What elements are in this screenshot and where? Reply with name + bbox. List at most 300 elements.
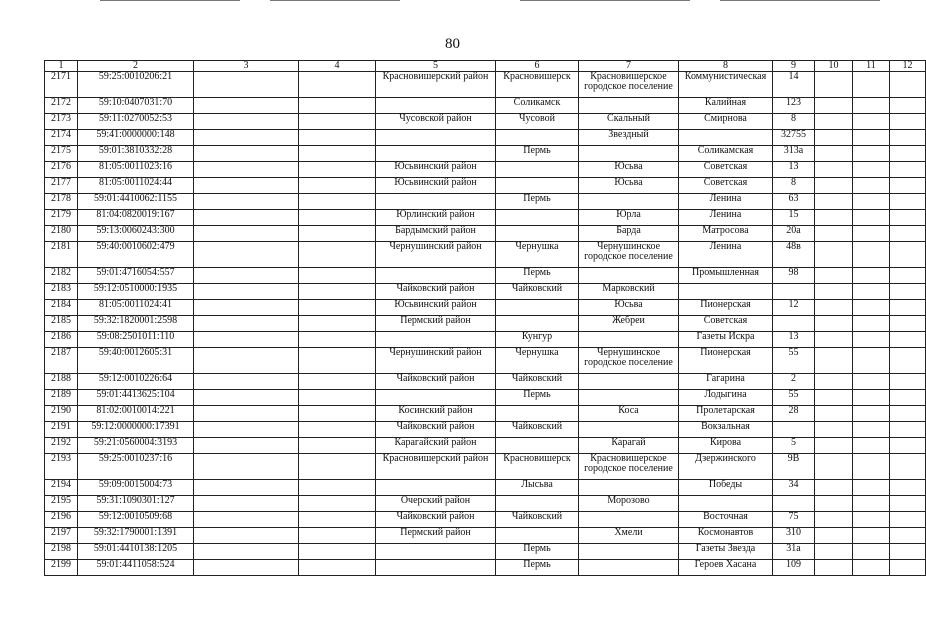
table-cell-col-12 [890,178,926,194]
table-cell-col-7: Коса [579,406,679,422]
table-cell-col-3 [194,210,299,226]
table-cell-col-10 [815,300,853,316]
table-row [45,512,926,528]
table-row [45,162,926,178]
table-cell-col-8: Пионерская [679,348,773,374]
table-cell-col-1: 2189 [45,390,78,406]
table-cell-col-11 [853,406,890,422]
table-cell-col-9: 310 [773,528,815,544]
table-cell-col-9: 2 [773,374,815,390]
table-cell-col-9: 48в [773,242,815,268]
table-cell-col-12 [890,348,926,374]
table-cell-col-1: 2183 [45,284,78,300]
table-cell-col-10 [815,146,853,162]
table-cell-col-9: 15 [773,210,815,226]
table-cell-col-2: 59:12:0000000:17391 [78,422,194,438]
table-cell-col-8: Смирнова [679,114,773,130]
table-cell-col-11 [853,480,890,496]
table-cell-col-4 [299,316,376,332]
table-cell-col-2: 59:12:0510000:1935 [78,284,194,300]
table-cell-col-1: 2185 [45,316,78,332]
table-row [45,226,926,242]
table-cell-col-6 [496,178,579,194]
table-cell-col-5: Чайковский район [376,422,496,438]
table-cell-col-3 [194,480,299,496]
table-cell-col-11 [853,316,890,332]
table-cell-col-2: 59:40:0010602:479 [78,242,194,268]
table-cell-col-7 [579,480,679,496]
table-cell-col-4 [299,422,376,438]
table-cell-col-11 [853,332,890,348]
scan-edge-line [720,0,880,1]
table-cell-col-8: Восточная [679,512,773,528]
table-cell-col-12 [890,544,926,560]
table-cell-col-11 [853,528,890,544]
table-cell-col-7: Хмели [579,528,679,544]
table-cell-col-11 [853,390,890,406]
table-cell-col-12 [890,146,926,162]
table-cell-col-6: Соликамск [496,98,579,114]
column-header-5: 5 [376,61,496,72]
table-cell-col-1: 2194 [45,480,78,496]
table-cell-col-7 [579,146,679,162]
table-cell-col-1: 2191 [45,422,78,438]
table-cell-col-7 [579,194,679,210]
table-cell-col-2: 59:01:4410062:1155 [78,194,194,210]
table-cell-col-3 [194,406,299,422]
table-cell-col-12 [890,194,926,210]
table-cell-col-8 [679,496,773,512]
table-cell-col-5: Чайковский район [376,284,496,300]
table-cell-col-5 [376,390,496,406]
table-cell-col-6: Кунгур [496,332,579,348]
table-cell-col-9: 13 [773,332,815,348]
table-cell-col-5: Очерский район [376,496,496,512]
table-cell-col-3 [194,496,299,512]
table-cell-col-10 [815,348,853,374]
table-cell-col-11 [853,512,890,528]
table-cell-col-12 [890,374,926,390]
table-cell-col-11 [853,348,890,374]
table-cell-col-6 [496,226,579,242]
table-row [45,390,926,406]
table-cell-col-10 [815,98,853,114]
table-cell-col-9: 109 [773,560,815,576]
table-cell-col-1: 2190 [45,406,78,422]
table-cell-col-4 [299,406,376,422]
table-cell-col-3 [194,194,299,210]
table-cell-col-12 [890,438,926,454]
table-cell-col-7: Юсьва [579,300,679,316]
table-cell-col-1: 2176 [45,162,78,178]
table-row [45,332,926,348]
table-row [45,480,926,496]
table-cell-col-10 [815,210,853,226]
table-cell-col-10 [815,194,853,210]
table-cell-col-7: Чернушинское городское поселение [579,348,679,374]
table-cell-col-5 [376,194,496,210]
table-cell-col-2: 81:02:0010014:221 [78,406,194,422]
table-cell-col-7: Скальный [579,114,679,130]
table-cell-col-11 [853,454,890,480]
table-cell-col-10 [815,162,853,178]
table-cell-col-4 [299,162,376,178]
table-cell-col-6 [496,406,579,422]
table-cell-col-9: 28 [773,406,815,422]
table-cell-col-7: Барда [579,226,679,242]
table-cell-col-4 [299,210,376,226]
table-cell-col-6: Красновишерск [496,454,579,480]
table-cell-col-9: 31а [773,544,815,560]
table-cell-col-12 [890,226,926,242]
table-row [45,374,926,390]
table-cell-col-8 [679,284,773,300]
table-cell-col-8: Победы [679,480,773,496]
column-header-8: 8 [679,61,773,72]
table-cell-col-8: Коммунистическая [679,72,773,98]
table-cell-col-2: 59:10:0407031:70 [78,98,194,114]
table-cell-col-6: Пермь [496,560,579,576]
table-cell-col-9: 20а [773,226,815,242]
table-cell-col-6 [496,496,579,512]
table-cell-col-3 [194,226,299,242]
table-row [45,146,926,162]
table-cell-col-7: Красновишерское городское поселение [579,454,679,480]
table-cell-col-10 [815,528,853,544]
table-cell-col-11 [853,544,890,560]
table-cell-col-12 [890,114,926,130]
table-cell-col-9: 98 [773,268,815,284]
table-cell-col-10 [815,332,853,348]
table-row [45,528,926,544]
column-header-12: 12 [890,61,926,72]
table-cell-col-3 [194,178,299,194]
table-cell-col-5 [376,268,496,284]
table-cell-col-12 [890,480,926,496]
table-row [45,178,926,194]
table-cell-col-4 [299,454,376,480]
table-cell-col-4 [299,348,376,374]
column-header-2: 2 [78,61,194,72]
table-cell-col-7: Юсьва [579,162,679,178]
table-cell-col-2: 59:01:4411058:524 [78,560,194,576]
table-cell-col-10 [815,178,853,194]
table-cell-col-5: Косинский район [376,406,496,422]
table-cell-col-3 [194,242,299,268]
table-cell-col-11 [853,438,890,454]
table-cell-col-11 [853,284,890,300]
table-cell-col-8: Матросова [679,226,773,242]
table-cell-col-12 [890,98,926,114]
table-cell-col-10 [815,242,853,268]
table-cell-col-5: Чайковский район [376,374,496,390]
table-cell-col-1: 2187 [45,348,78,374]
table-cell-col-8 [679,130,773,146]
table-cell-col-4 [299,268,376,284]
table-cell-col-11 [853,242,890,268]
table-cell-col-6: Чусовой [496,114,579,130]
table-cell-col-10 [815,544,853,560]
table-cell-col-2: 59:01:3810332:28 [78,146,194,162]
table-cell-col-10 [815,480,853,496]
table-cell-col-8: Советская [679,162,773,178]
table-cell-col-12 [890,332,926,348]
table-cell-col-11 [853,162,890,178]
table-cell-col-8: Газеты Звезда [679,544,773,560]
table-cell-col-12 [890,422,926,438]
table-cell-col-1: 2188 [45,374,78,390]
table-cell-col-11 [853,98,890,114]
table-cell-col-9: 9В [773,454,815,480]
table-cell-col-4 [299,496,376,512]
table-row [45,210,926,226]
table-cell-col-3 [194,316,299,332]
table-cell-col-10 [815,226,853,242]
table-cell-col-12 [890,130,926,146]
column-header-1: 1 [45,61,78,72]
table-cell-col-7 [579,560,679,576]
table-cell-col-8: Ленина [679,210,773,226]
table-cell-col-3 [194,114,299,130]
table-cell-col-5: Бардымский район [376,226,496,242]
table-cell-col-12 [890,284,926,300]
table-cell-col-5 [376,560,496,576]
table-cell-col-5: Чернушинский район [376,348,496,374]
table-cell-col-6 [496,438,579,454]
table-cell-col-5 [376,146,496,162]
table-cell-col-12 [890,316,926,332]
table-cell-col-12 [890,162,926,178]
table-row [45,130,926,146]
table-cell-col-6: Чайковский [496,422,579,438]
table-cell-col-6: Пермь [496,544,579,560]
table-cell-col-4 [299,130,376,146]
table-row [45,114,926,130]
table-cell-col-5 [376,480,496,496]
table-cell-col-1: 2172 [45,98,78,114]
table-cell-col-2: 59:40:0012605:31 [78,348,194,374]
table-cell-col-6: Красновишерск [496,72,579,98]
table-cell-col-5: Юсьвинский район [376,300,496,316]
table-cell-col-6 [496,210,579,226]
table-cell-col-8: Газеты Искра [679,332,773,348]
table-row [45,72,926,98]
table-cell-col-8: Ленина [679,242,773,268]
table-cell-col-5: Красновишерский район [376,72,496,98]
page-number: 80 [445,36,460,52]
table-cell-col-6 [496,162,579,178]
column-header-9: 9 [773,61,815,72]
table-row [45,560,926,576]
table-cell-col-12 [890,512,926,528]
table-row [45,300,926,316]
table-cell-col-7 [579,422,679,438]
table-cell-col-4 [299,178,376,194]
table-cell-col-8: Калийная [679,98,773,114]
table-cell-col-1: 2197 [45,528,78,544]
table-cell-col-9: 313а [773,146,815,162]
table-cell-col-4 [299,544,376,560]
table-cell-col-10 [815,454,853,480]
table-cell-col-9 [773,422,815,438]
table-cell-col-11 [853,194,890,210]
table-cell-col-2: 59:41:0000000:148 [78,130,194,146]
table-cell-col-7 [579,98,679,114]
table-cell-col-7: Жебреи [579,316,679,332]
table-cell-col-1: 2179 [45,210,78,226]
table-cell-col-5: Карагайский район [376,438,496,454]
table-cell-col-2: 59:09:0015004:73 [78,480,194,496]
table-cell-col-6 [496,300,579,316]
table-cell-col-6 [496,528,579,544]
table-cell-col-4 [299,242,376,268]
table-cell-col-8: Ленина [679,194,773,210]
table-row [45,438,926,454]
table-cell-col-10 [815,114,853,130]
table-cell-col-11 [853,226,890,242]
table-cell-col-2: 59:11:0270052:53 [78,114,194,130]
table-cell-col-4 [299,226,376,242]
table-cell-col-7: Красновишерское городское поселение [579,72,679,98]
table-row [45,544,926,560]
table-cell-col-7 [579,390,679,406]
table-cell-col-2: 59:08:2501011:110 [78,332,194,348]
table-cell-col-5: Юрлинский район [376,210,496,226]
table-cell-col-9: 32755 [773,130,815,146]
table-cell-col-2: 59:13:0060243:300 [78,226,194,242]
table-cell-col-2: 59:32:1820001:2598 [78,316,194,332]
table-cell-col-12 [890,72,926,98]
table-cell-col-6: Чайковский [496,374,579,390]
table-cell-col-10 [815,422,853,438]
table-cell-col-10 [815,406,853,422]
table-cell-col-10 [815,512,853,528]
table-row [45,268,926,284]
table-cell-col-9: 123 [773,98,815,114]
table-cell-col-9: 55 [773,390,815,406]
table-cell-col-2: 59:12:0010226:64 [78,374,194,390]
table-cell-col-7 [579,374,679,390]
table-cell-col-4 [299,98,376,114]
table-cell-col-10 [815,316,853,332]
table-cell-col-1: 2186 [45,332,78,348]
table-cell-col-5: Юсьвинский район [376,178,496,194]
table-cell-col-6 [496,316,579,332]
table-cell-col-4 [299,332,376,348]
table-header-row [45,61,926,72]
table-cell-col-9: 5 [773,438,815,454]
table-cell-col-11 [853,146,890,162]
table-row [45,98,926,114]
table-cell-col-4 [299,146,376,162]
column-header-11: 11 [853,61,890,72]
table-cell-col-4 [299,512,376,528]
table-cell-col-3 [194,422,299,438]
table-cell-col-6: Пермь [496,268,579,284]
table-cell-col-10 [815,374,853,390]
table-cell-col-1: 2174 [45,130,78,146]
table-cell-col-12 [890,496,926,512]
table-cell-col-9 [773,316,815,332]
table-cell-col-1: 2178 [45,194,78,210]
table-cell-col-8: Советская [679,178,773,194]
table-cell-col-12 [890,528,926,544]
table-cell-col-8: Пионерская [679,300,773,316]
table-cell-col-7: Карагай [579,438,679,454]
table-cell-col-11 [853,268,890,284]
scan-edge-line [100,0,240,1]
table-cell-col-2: 59:25:0010206:21 [78,72,194,98]
table-cell-col-8: Советская [679,316,773,332]
table-cell-col-9: 8 [773,178,815,194]
table-cell-col-3 [194,512,299,528]
table-cell-col-1: 2196 [45,512,78,528]
scan-edge-line [270,0,400,1]
table-cell-col-1: 2195 [45,496,78,512]
table-cell-col-2: 81:05:0011023:16 [78,162,194,178]
table-cell-col-2: 59:12:0010509:68 [78,512,194,528]
table-cell-col-12 [890,242,926,268]
table-cell-col-8: Вокзальная [679,422,773,438]
table-cell-col-1: 2175 [45,146,78,162]
table-cell-col-7 [579,512,679,528]
table-cell-col-11 [853,210,890,226]
table-cell-col-8: Кирова [679,438,773,454]
table-cell-col-10 [815,72,853,98]
table-cell-col-1: 2198 [45,544,78,560]
table-cell-col-3 [194,528,299,544]
table-cell-col-10 [815,390,853,406]
table-cell-col-10 [815,496,853,512]
table-cell-col-3 [194,332,299,348]
table-cell-col-11 [853,496,890,512]
table-cell-col-9 [773,496,815,512]
table-cell-col-1: 2171 [45,72,78,98]
table-cell-col-8: Соликамская [679,146,773,162]
table-cell-col-2: 59:21:0560004:3193 [78,438,194,454]
table-cell-col-4 [299,114,376,130]
table-cell-col-3 [194,544,299,560]
table-cell-col-10 [815,130,853,146]
table-cell-col-1: 2182 [45,268,78,284]
table-cell-col-1: 2177 [45,178,78,194]
table-cell-col-1: 2181 [45,242,78,268]
column-header-4: 4 [299,61,376,72]
table-cell-col-6: Чайковский [496,284,579,300]
table-cell-col-4 [299,284,376,300]
table-row [45,496,926,512]
table-cell-col-10 [815,268,853,284]
table-cell-col-7: Морозово [579,496,679,512]
scan-edge-line [520,0,690,1]
table-cell-col-9: 13 [773,162,815,178]
table-cell-col-9: 8 [773,114,815,130]
table-cell-col-8: Дзержинского [679,454,773,480]
table-cell-col-12 [890,210,926,226]
table-cell-col-12 [890,454,926,480]
table-cell-col-3 [194,300,299,316]
table-cell-col-11 [853,560,890,576]
table-cell-col-12 [890,560,926,576]
column-header-10: 10 [815,61,853,72]
table-cell-col-1: 2180 [45,226,78,242]
table-cell-col-4 [299,480,376,496]
table-cell-col-7: Юрла [579,210,679,226]
column-header-3: 3 [194,61,299,72]
table-cell-col-3 [194,560,299,576]
table-cell-col-2: 81:04:0820019:167 [78,210,194,226]
table-cell-col-4 [299,194,376,210]
